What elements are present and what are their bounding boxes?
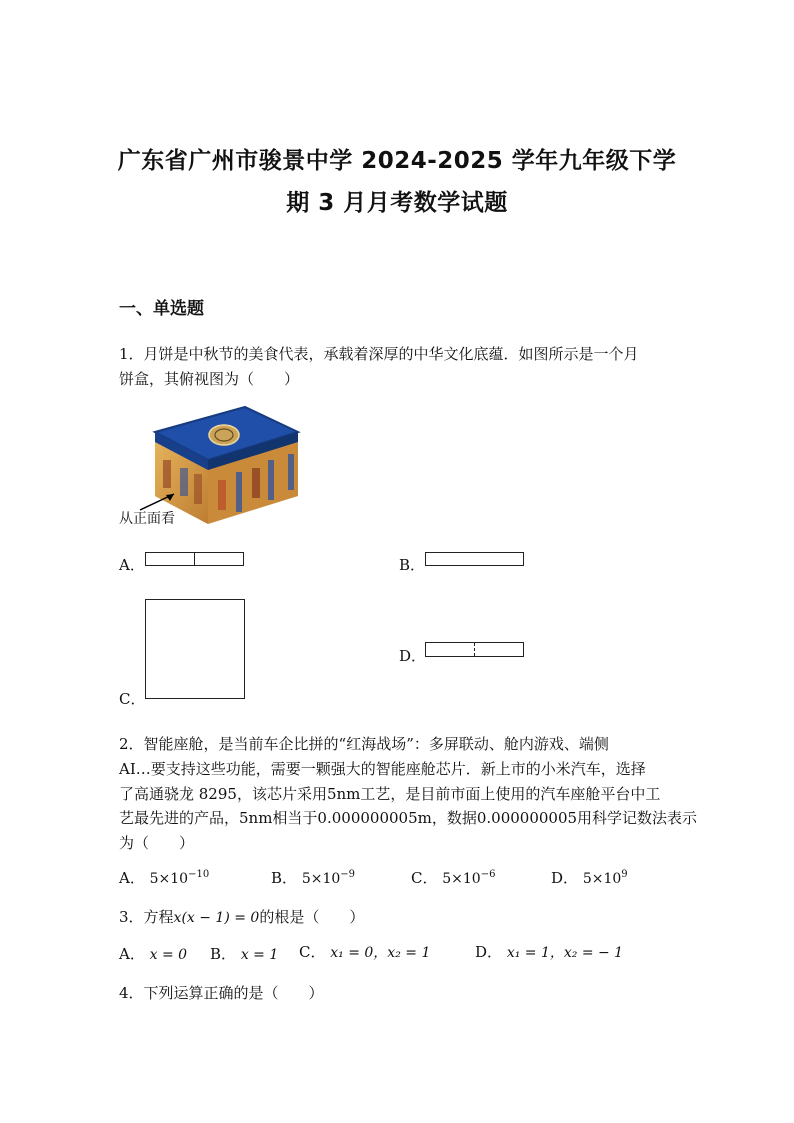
section-heading: 一、单选题 <box>119 299 204 319</box>
q1-option-b-figure[interactable] <box>425 552 524 566</box>
q1-option-a-solid-line <box>194 553 195 565</box>
q1-option-d-label: D． <box>399 647 427 665</box>
q1-option-a-label: A． <box>119 556 145 574</box>
q2-text-line3: 了高通骁龙 8295，该芯片采用5nm工艺，是目前市面上使用的汽车座舱平台中工 <box>119 785 661 803</box>
q2-option-d-exponent: 9 <box>621 869 628 880</box>
q3-option-d[interactable] <box>475 941 623 962</box>
q2-option-c-value: 5×10 <box>442 871 481 887</box>
q2-text-line5: 为（ ） <box>119 834 195 852</box>
q2-option-a[interactable] <box>119 867 209 888</box>
q2-text-line4: 艺最先进的产品，5nm相当于0.000000005m，数据0.000000005用科学记数法表示 <box>119 809 698 827</box>
q3-option-a-label: A． <box>119 945 145 963</box>
q3-prefix: 3．方程 <box>119 908 174 926</box>
q2-text-line2: AI…要支持这些功能，需要一颗强大的智能座舱芯片．新上市的小米汽车，选择 <box>119 760 646 778</box>
q2-option-b[interactable] <box>271 867 355 888</box>
q3-option-d-label: D． <box>475 943 503 961</box>
q1-image-caption: 从正面看 <box>119 511 175 527</box>
q2-option-a-value: 5×10 <box>149 871 189 887</box>
q2-option-c[interactable] <box>411 867 495 888</box>
q1-option-c-label: C． <box>119 690 146 708</box>
q2-option-a-exponent: −10 <box>188 869 210 880</box>
q2-text-line1: 2．智能座舱，是当前车企比拼的“红海战场”：多屏联动、舱内游戏、端侧 <box>119 735 609 753</box>
q1-option-b-label: B． <box>399 556 426 574</box>
q3-suffix: 的根是（ ） <box>259 908 365 926</box>
q2-option-a-label: A． <box>119 869 145 887</box>
q1-option-a-figure[interactable] <box>145 552 244 566</box>
q3-option-c-label: C． <box>299 943 326 961</box>
q3-option-d-value: x₁ = 1，x₂ = − 1 <box>506 945 624 961</box>
q3-text <box>119 903 364 932</box>
q2-option-b-exponent: −9 <box>340 869 356 880</box>
q3-option-c-value: x₁ = 0，x₂ = 1 <box>330 945 431 961</box>
q3-option-a-value: x = 0 <box>149 947 188 963</box>
page-title-line2: 期 3 月月考数学试题 <box>286 190 508 216</box>
q2-option-d-value: 5×10 <box>582 871 622 887</box>
q1-option-c-figure[interactable] <box>145 599 245 699</box>
q3-equation: x(x − 1) = 0 <box>173 910 260 926</box>
q2-option-c-label: C． <box>411 869 438 887</box>
q2-option-d-label: D． <box>551 869 579 887</box>
page-title-line1: 广东省广州市骏景中学 2024-2025 学年九年级下学 <box>117 148 677 174</box>
q1-option-d-figure[interactable] <box>425 642 524 657</box>
q2-option-d[interactable] <box>551 867 628 888</box>
q4-text-line1: 4．下列运算正确的是（ ） <box>119 984 324 1002</box>
q2-option-b-value: 5×10 <box>301 871 341 887</box>
q3-option-b[interactable] <box>210 943 278 964</box>
q1-option-d-dashed-line <box>474 643 475 656</box>
q3-option-c[interactable] <box>299 941 430 962</box>
q3-option-b-value: x = 1 <box>240 947 279 963</box>
q1-text-line2: 饼盒，其俯视图为（ ） <box>119 370 300 388</box>
q1-text-line1: 1．月饼是中秋节的美食代表，承载着深厚的中华文化底蕴．如图所示是一个月 <box>119 345 639 363</box>
q2-option-b-label: B． <box>271 869 298 887</box>
q3-option-a[interactable] <box>119 943 187 964</box>
q3-option-b-label: B． <box>210 945 237 963</box>
q2-option-c-exponent: −6 <box>480 869 496 880</box>
